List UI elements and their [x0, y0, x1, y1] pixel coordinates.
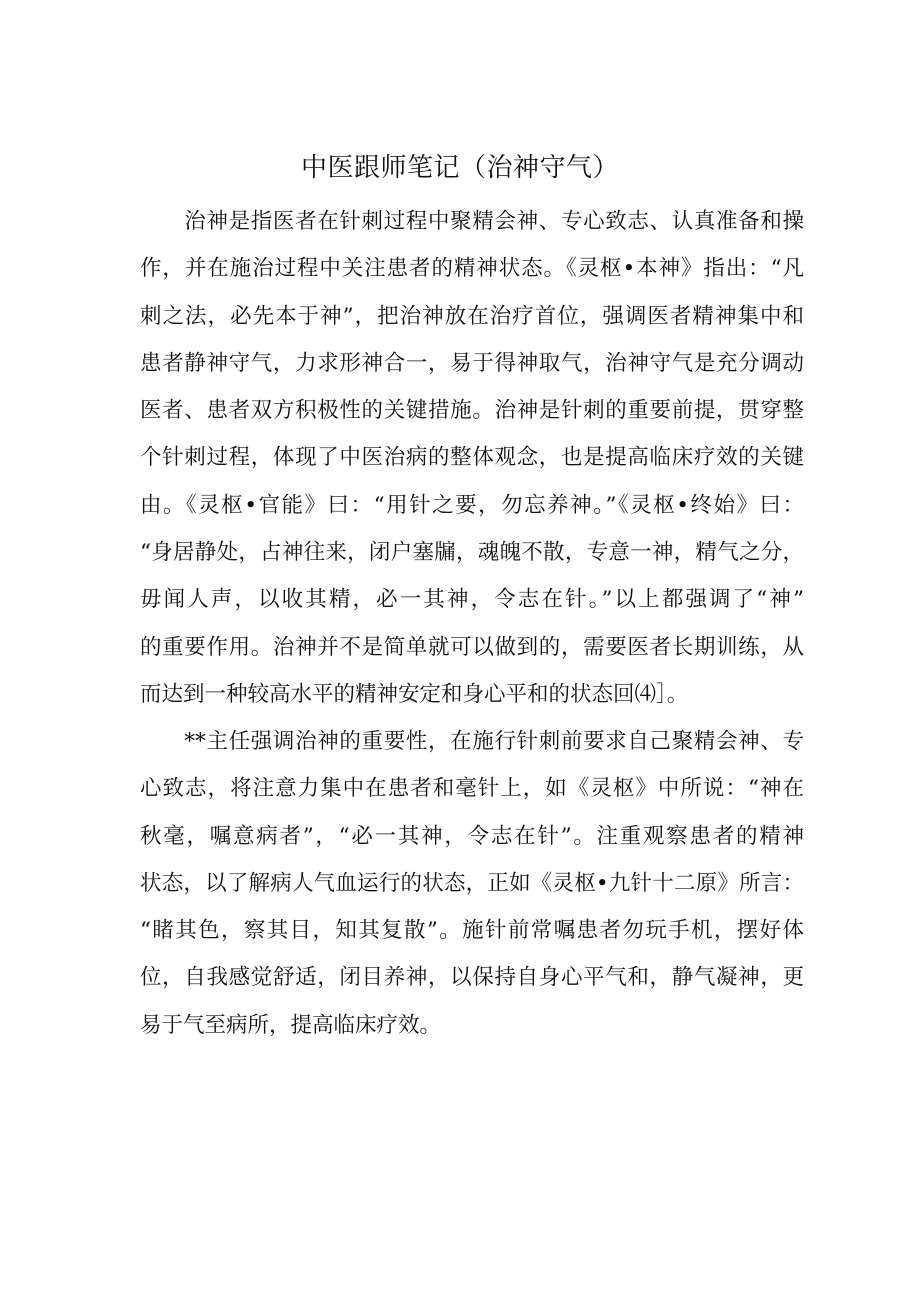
paragraph-line: 作，并在施治过程中关注患者的精神状态。《灵枢•本神》指出：“凡: [140, 256, 804, 282]
paragraph-line: 而达到一种较高水平的精神安定和身心平和的状态回⑷］。: [140, 681, 689, 707]
paragraph-line: 治神是指医者在针刺过程中聚精会神、专心致志、认真准备和操: [140, 209, 804, 234]
paragraph-line: 刺之法，必先本于神”，把治神放在治疗首位，强调医者精神集中和: [140, 303, 804, 329]
paragraph-line: 易于气至病所，提高临床疗效。: [140, 1012, 442, 1038]
paragraph-line: 秋毫，嘱意病者”，“必一其神，令志在针”。注重观察患者的精神: [140, 823, 804, 849]
paragraph-line: 位，自我感觉舒适，闭目养神，以保持自身心平气和，静气凝神，更: [140, 965, 804, 991]
paragraph-line: 的重要作用。治神并不是简单就可以做到的，需要医者长期训练，从: [140, 634, 804, 660]
paragraph-line: 个针刺过程，体现了中医治病的整体观念，也是提高临床疗效的关键: [140, 445, 804, 471]
paragraph-line: 由。《灵枢•官能》曰：“用针之要，勿忘养神。”《灵枢•终始》曰：: [140, 492, 804, 518]
paragraph-line: “身居静处，占神往来，闭户塞牖，魂魄不散，专意一神，精气之分，: [140, 540, 804, 566]
paragraph-line: 医者、患者双方积极性的关键措施。治神是针刺的重要前提，贯穿整: [140, 398, 804, 424]
paragraph-line: 毋闻人声，以收其精，必一其神，令志在针。”以上都强调了“神”: [140, 587, 804, 613]
paragraph-2: [140, 718, 804, 1049]
paragraph-line: 状态，以了解病人气血运行的状态，正如《灵枢•九针十二原》所言：: [140, 870, 804, 896]
paragraph-line: “睹其色，察其目，知其复散”。施针前常嘱患者勿玩手机，摆好体: [140, 918, 804, 944]
paragraph-line: 患者静神守气，力求形神合一，易于得神取气，治神守气是充分调动: [140, 350, 804, 376]
paragraph-line: 心致志，将注意力集中在患者和毫针上，如《灵枢》中所说：“神在: [140, 776, 804, 802]
paragraph-line: **主任强调治神的重要性，在施行针刺前要求自己聚精会神、专: [140, 729, 804, 754]
paragraph-1: [140, 198, 804, 718]
page-title: 中医跟师笔记（治神守气）: [300, 153, 619, 183]
